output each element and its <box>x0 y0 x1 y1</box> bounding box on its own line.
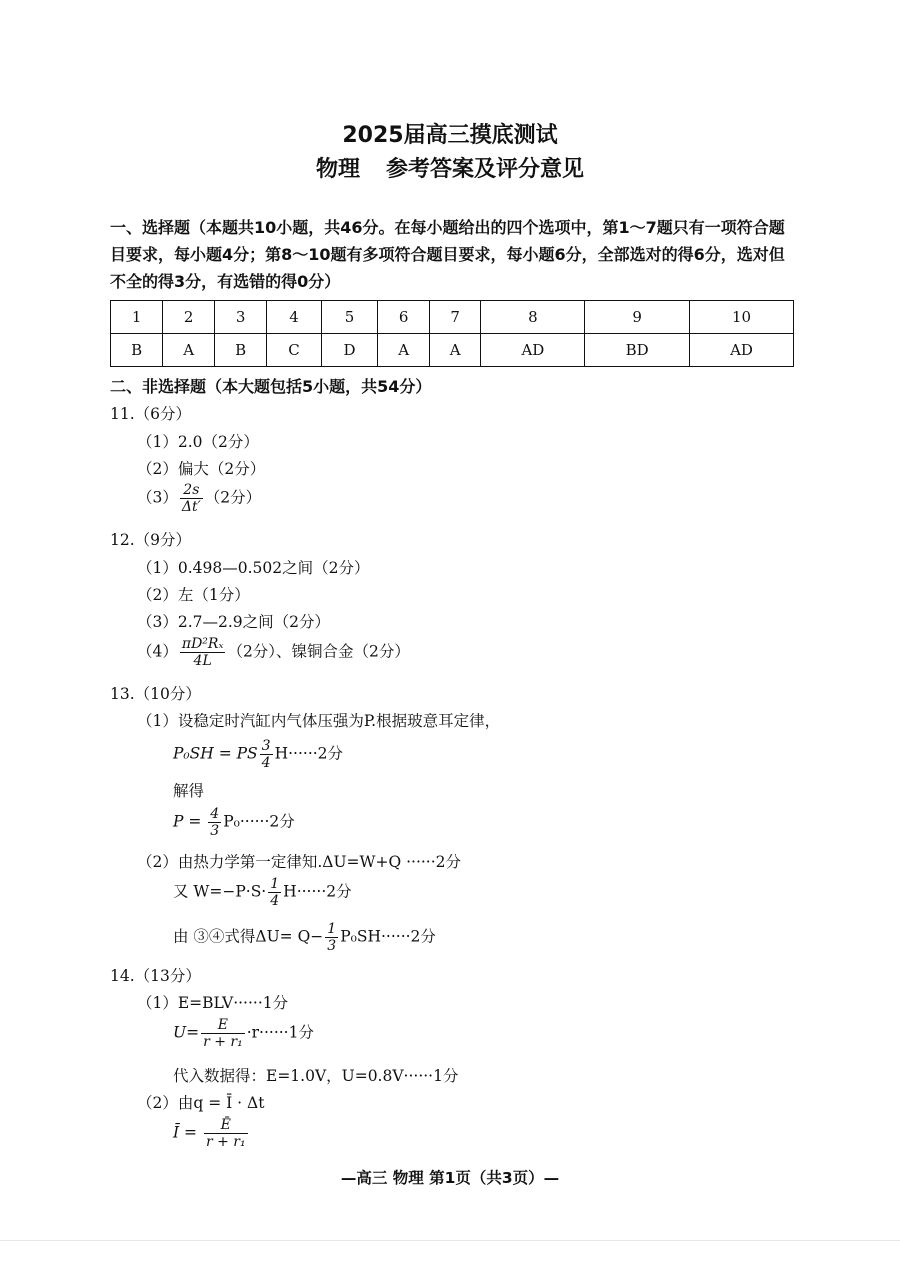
q12-part3: （3）2.7—2.9之间（2分） <box>137 613 331 631</box>
q13-jiede: 解得 <box>173 782 205 800</box>
question-number-cell: 9 <box>585 301 690 334</box>
document-subtitle <box>0 152 900 183</box>
section2-heading: 二、非选择题（本大题包括5小题，共54分） <box>110 377 432 396</box>
q11-label: 11.（6分） <box>110 405 192 423</box>
answer-cell: BD <box>585 334 690 367</box>
page-footer: —高三 物理 第1页（共3页）— <box>340 1169 560 1187</box>
q13-equation4: 由 ③④式得ΔU= Q− $\frac{1}{3}$ P₀SH······2分 <box>173 921 436 954</box>
question-number-cell: 10 <box>690 301 794 334</box>
answer-table-number-row <box>111 301 794 334</box>
q13-equation2: P = $\frac{4}{3}$ P₀······2分 <box>173 806 295 839</box>
subtitle-subject: 物理 <box>315 157 360 182</box>
q12-part4: （4） $\frac{\text{πD²Rₓ}}{4L}$ （2分）、镍铜合金（2分） <box>137 636 410 669</box>
answer-cell: AD <box>690 334 794 367</box>
q13-equation1: P₀SH = PS $\frac{3}{4}$ H······2分 <box>173 738 344 771</box>
answer-cell: B <box>214 334 266 367</box>
question-number-cell: 3 <box>214 301 266 334</box>
q12-part1: （1）0.498—0.502之间（2分） <box>137 559 370 577</box>
answer-cell: A <box>163 334 215 367</box>
question-number-cell: 7 <box>429 301 481 334</box>
question-number-cell: 8 <box>481 301 585 334</box>
q14-label: 14.（13分） <box>110 967 201 985</box>
document-title: 2025届高三摸底测试 <box>342 123 558 148</box>
q13-label: 13.（10分） <box>110 685 201 703</box>
q14-equation2: 代入数据得：E=1.0V，U=0.8V······1分 <box>173 1067 459 1085</box>
question-number-cell: 2 <box>163 301 215 334</box>
answer-cell: C <box>267 334 321 367</box>
question-number-cell: 5 <box>321 301 378 334</box>
answer-cell: B <box>111 334 163 367</box>
q11-part1: （1）2.0（2分） <box>137 433 259 451</box>
q14-part2: （2）由q = Ī · Δt <box>137 1094 265 1112</box>
q13-part2: （2）由热力学第一定律知.ΔU=W+Q ······2分 <box>137 853 462 871</box>
question-number-cell: 1 <box>111 301 163 334</box>
question-number-cell: 4 <box>267 301 321 334</box>
subtitle-rest: 参考答案及评分意见 <box>386 157 585 182</box>
q11-part3: （3） $\frac{2s}{\Delta t'}$ （2分） <box>137 482 262 515</box>
answer-table-answer-row <box>111 334 794 367</box>
q13-part1: （1）设稳定时汽缸内气体压强为P.根据玻意耳定律， <box>137 712 501 730</box>
question-number-cell: 6 <box>378 301 430 334</box>
q12-fraction: $\frac{\text{πD²Rₓ}}{4L}$ <box>181 636 224 669</box>
q11-fraction: $\frac{2s}{\Delta t'}$ <box>181 482 201 515</box>
q14-part1: （1）E=BLV······1分 <box>137 994 289 1012</box>
q14-equation1: U= $\frac{E}{\text{r + r₁}}$ ·r······1分 <box>173 1017 314 1050</box>
q12-label: 12.（9分） <box>110 531 192 549</box>
q11-part2: （2）偏大（2分） <box>137 460 266 478</box>
q13-equation3: 又 W=−P·S· $\frac{1}{4}$ H······2分 <box>173 876 352 909</box>
answer-cell: D <box>321 334 378 367</box>
answer-table <box>110 300 794 367</box>
q14-equation3: Ī = $\frac{Ē}{\text{r + r₁}}$ <box>173 1117 246 1150</box>
bottom-divider <box>0 1240 900 1241</box>
section1-heading: 一、选择题（本题共10小题，共46分。在每小题给出的四个选项中，第1～7题只有一项符合题目要求，每小题4分；第8～10题有多项符合题目要求，每小题6分，全部选对的得6分，选对但不全的得3分，有选错的得0分） <box>110 218 785 291</box>
answer-cell: A <box>378 334 430 367</box>
answer-cell: A <box>429 334 481 367</box>
q12-part2: （2）左（1分） <box>137 586 250 604</box>
answer-cell: AD <box>481 334 585 367</box>
